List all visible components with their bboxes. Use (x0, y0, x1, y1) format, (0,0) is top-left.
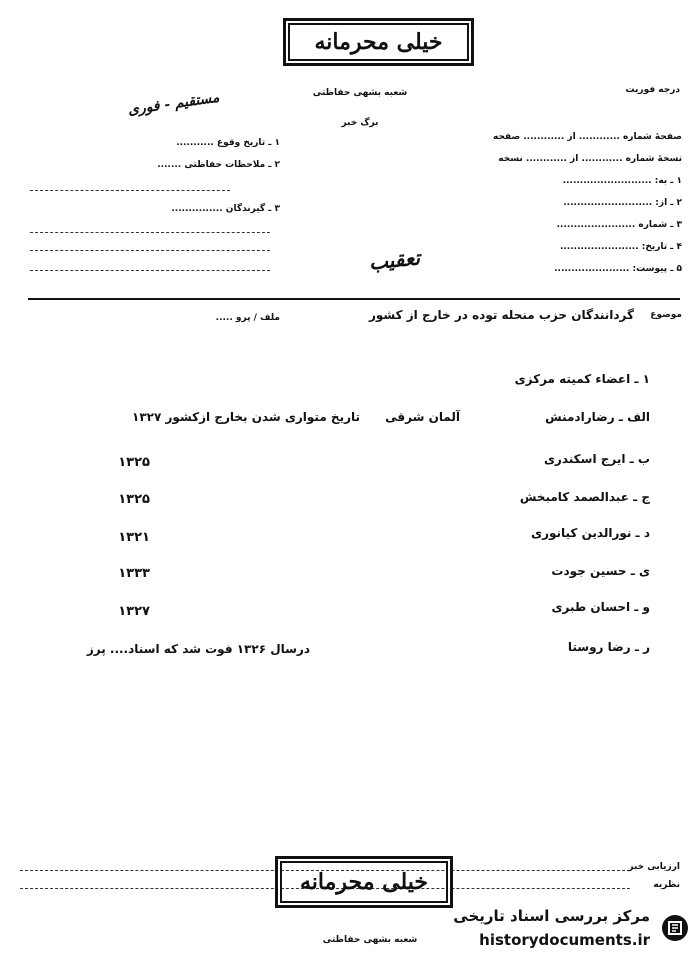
field-from: ۲ ـ از: .......................... (563, 198, 682, 208)
entry-name: ب ـ ایرج اسکندری (543, 452, 650, 466)
field-copy: نسخهٔ شماره ............ از ............ نسخه (498, 154, 682, 164)
entry-name: و ـ احسان طبری (551, 600, 650, 614)
entry-name: ج ـ عبدالصمد کامبخش (519, 490, 650, 504)
watermark (430, 905, 692, 957)
footer-opinion-label: نظریه (653, 880, 680, 890)
entry-year: ۱۳۲۵ (118, 492, 150, 507)
dotted-line (30, 270, 270, 271)
watermark-site: historydocuments.ir (479, 931, 650, 949)
bottom-stamp-text: خیلی محرمانه (299, 869, 429, 895)
right-fields (420, 132, 682, 286)
dotted-line (30, 232, 270, 233)
left-fields (30, 138, 280, 226)
archive-logo-icon (660, 913, 690, 943)
dotted-line (30, 190, 230, 191)
entry-name: ی ـ حسین جودت (551, 564, 650, 578)
priority-label: درجه فوریت (625, 85, 680, 95)
field-number: ۳ ـ شماره ....................... (556, 220, 682, 230)
field-to: ۱ ـ به: .......................... (562, 176, 682, 186)
handwritten-priority: مستقیم - فوری (127, 89, 221, 119)
entry-name: د ـ نورالدین کیانوری (531, 526, 650, 540)
form-type-label: برگ خبر (341, 118, 379, 128)
entry-year: ۱۳۲۵ (118, 455, 150, 470)
subject-label: موضوع (650, 310, 682, 320)
entry-name: ر ـ رضا روستا (567, 640, 650, 654)
entry-location: آلمان شرقی (385, 410, 460, 424)
watermark-title: مرکز بررسی اسناد تاریخی (453, 907, 650, 925)
file-reference: ملف / پرو ..... (215, 313, 280, 323)
top-stamp-text: خیلی محرمانه (314, 29, 443, 55)
field-attachment: ۵ ـ پیوست: ...................... (554, 264, 682, 274)
section-title: ۱ ـ اعضاء کمیته مرکزی (514, 372, 650, 386)
footer-source-label: ارزیابی خبر (628, 862, 680, 872)
department-label: شعبه بشهی حفاظتی (312, 88, 408, 98)
field-date: ۴ ـ تاریخ: ....................... (559, 242, 682, 252)
bottom-confidential-stamp (275, 856, 453, 908)
entry-year: ۱۳۳۳ (118, 566, 150, 581)
entry-year: درسال ۱۳۲۶ فوت شد که اسناد.... پرز (86, 642, 310, 656)
dotted-line (30, 250, 270, 251)
top-confidential-stamp (283, 18, 474, 66)
entry-year: تاریخ متواری شدن بخارج ازکشور ۱۳۲۷ (132, 410, 360, 424)
entry-name: الف ـ رضارادمنش (545, 410, 650, 424)
field-occurrence-date: ۱ ـ تاریخ وقوع ........... (176, 138, 280, 148)
entry-year: ۱۳۲۱ (118, 530, 150, 545)
field-security-notes: ۲ ـ ملاحظات حفاظتی ....... (157, 160, 280, 170)
subject-text: گردانندگان حزب منحله توده در خارج از کشور (368, 308, 634, 322)
footer-department: شعبه بشهی حفاظتی (322, 935, 418, 945)
separator-rule (28, 298, 680, 300)
entry-year: ۱۳۲۷ (118, 604, 150, 619)
handwritten-approval: تعقیب (367, 245, 422, 275)
field-page: صفحهٔ شماره ............ از ............ صفحه (493, 132, 682, 142)
field-recipients: ۳ ـ گیرندگان ............... (171, 204, 280, 214)
